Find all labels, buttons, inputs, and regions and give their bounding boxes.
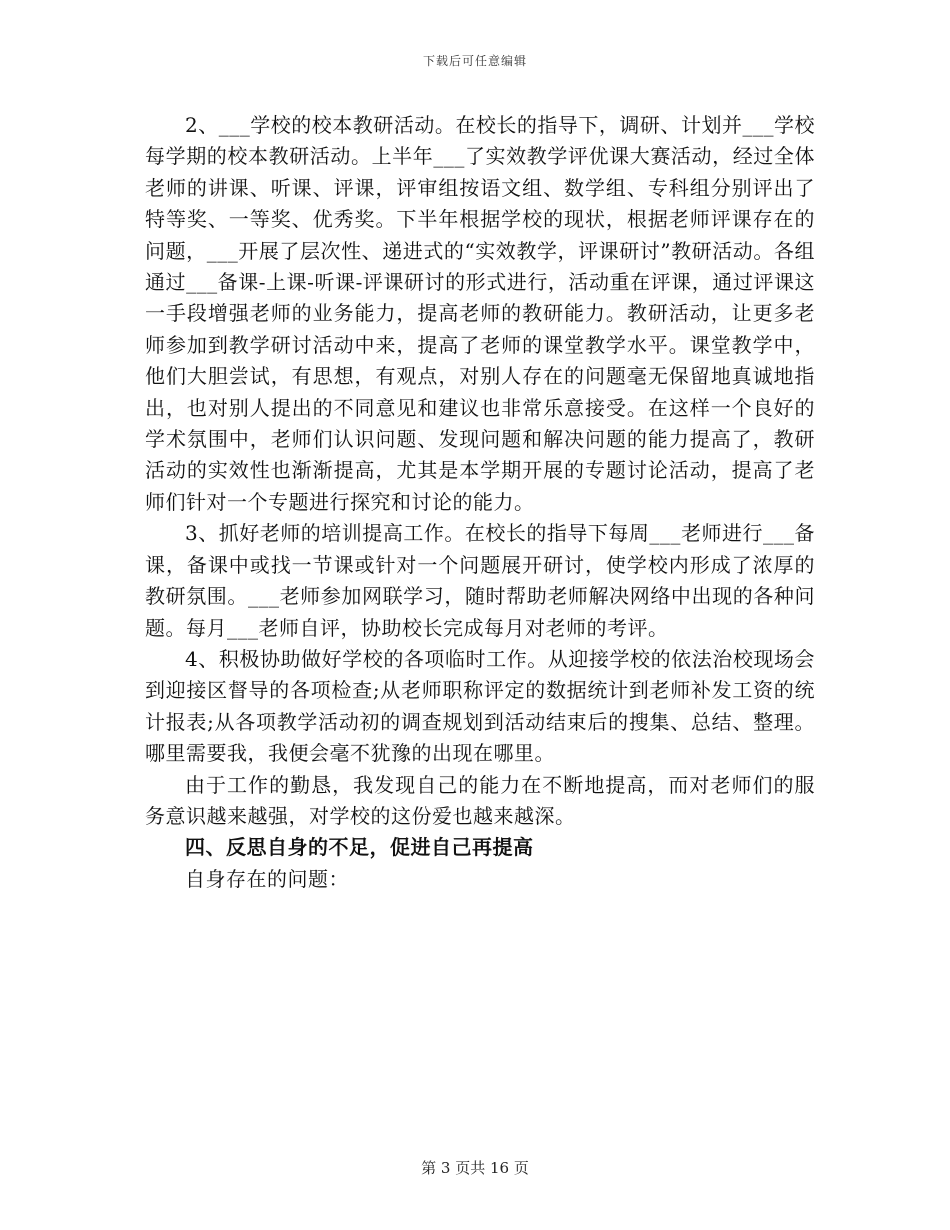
paragraph-teacher-training: 3、抓好老师的培训提高工作。在校长的指导下每周___老师进行___备课，备课中或找一节课或针对一个问题展开研讨，使学校内形成了浓厚的教研氛围。___老师参加网联学习，随时帮助老师解决网络中出现的各种问题。每月___老师自评，协助校长完成每月对老师的考评。 xyxy=(145,521,815,640)
section-heading-reflection: 四、反思自身的不足，促进自己再提高 xyxy=(185,835,534,860)
page-header: 下载后可任意编辑 xyxy=(422,54,527,68)
paragraph-problems-intro: 自身存在的问题： xyxy=(185,866,349,891)
paragraph-summary: 由于工作的勤恳，我发现自己的能力在不断地提高，而对老师们的服务意识越来越强，对学校的这份爱也越来越深。 xyxy=(145,772,815,828)
paragraph-temporary-work: 4、积极协助做好学校的各项临时工作。从迎接学校的依法治校现场会到迎接区督导的各项检查;从老师职称评定的数据统计到老师补发工资的统计报表;从各项教学活动初的调查规划到活动结束后的搜集、总结、整理。哪里需要我，我便会毫不犹豫的出现在哪里。 xyxy=(145,646,815,766)
page-number: 第 3 页共 16 页 xyxy=(421,1159,529,1177)
document-body xyxy=(145,110,815,895)
paragraph-school-research: 2、___学校的校本教研活动。在校长的指导下，调研、计划并___学校每学期的校本教研活动。上半年___了实效教学评优课大赛活动，经过全体老师的讲课、听课、评课，评审组按语文组、数学组、专科组分别评出了特等奖、一等奖、优秀奖。下半年根据学校的现状，根据老师评课存在的问题，___开展了层次性、递进式的“实效教学，评课研讨”教研活动。各组通过___备课-上课-听课-评课研讨的形式进行，活动重在评课，通过评课这一手段增强老师的业务能力，提高老师的教研能力。教研活动，让更多老师参加到教学研讨活动中来，提高了老师的课堂教学水平。课堂教学中，他们大胆尝试，有思想，有观点，对别人存在的问题毫无保留地真诚地指出，也对别人提出的不同意见和建议也非常乐意接受。在这样一个良好的学术氛围中，老师们认识问题、发现问题和解决问题的能力提高了，教研活动的实效性也渐渐提高，尤其是本学期开展的专题讨论活动，提高了老师们针对一个专题进行探究和讨论的能力。 xyxy=(145,113,815,514)
